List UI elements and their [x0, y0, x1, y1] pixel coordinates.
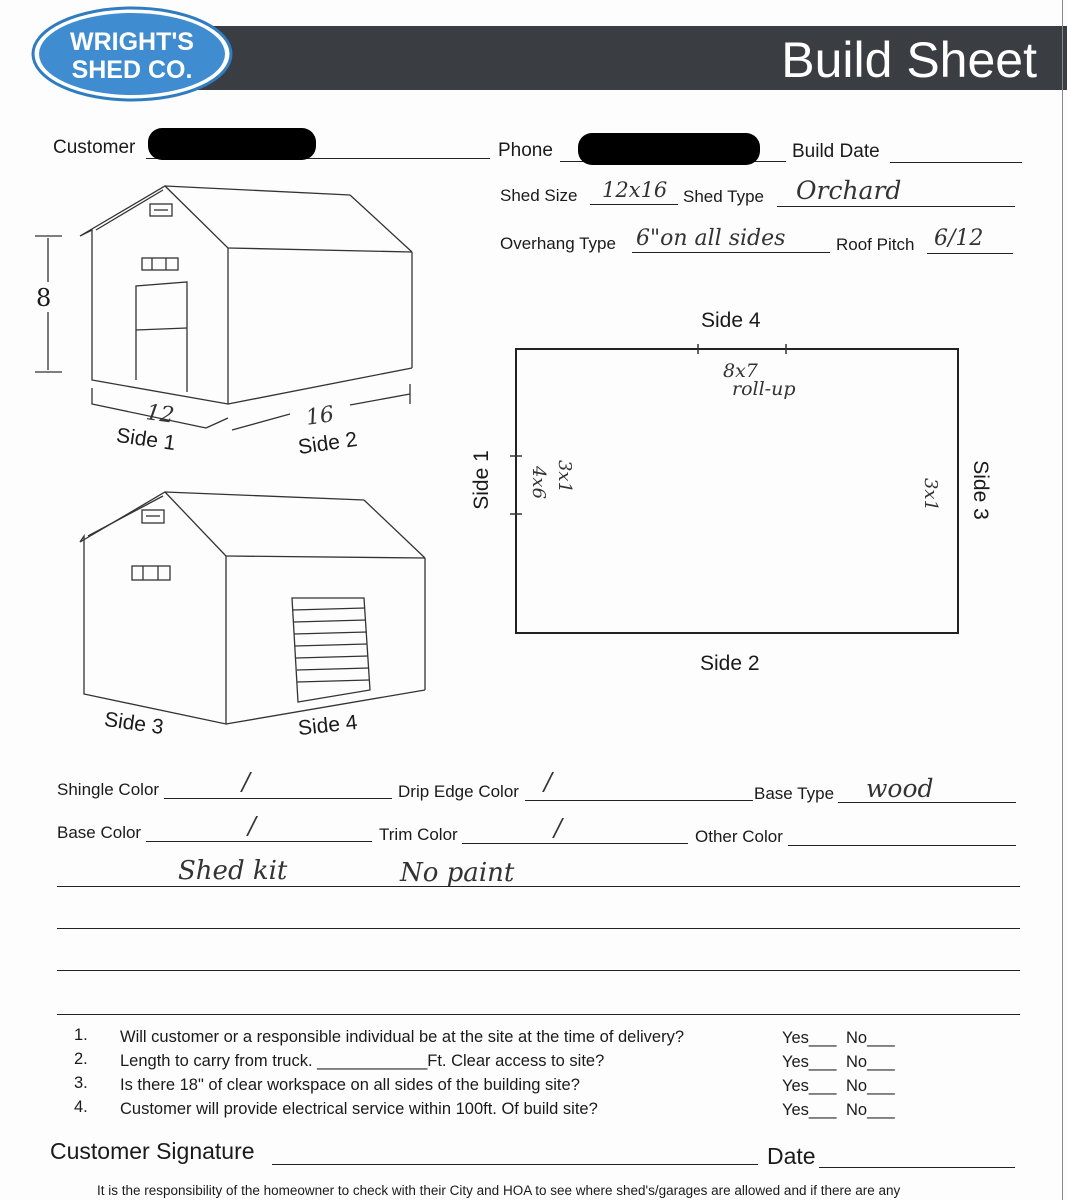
- drip-edge-color-label: Drip Edge Color: [398, 782, 519, 801]
- base-color-field[interactable]: [146, 841, 372, 842]
- shingle-color-field[interactable]: [164, 798, 392, 799]
- drip-edge-color-value: /: [544, 768, 553, 796]
- phone-label: Phone: [498, 140, 553, 161]
- shed-size-label: Shed Size: [500, 186, 578, 205]
- side3-vent-note: 3x1: [920, 477, 942, 512]
- question-text: Customer will provide electrical service within 100ft. Of build site?: [120, 1100, 598, 1118]
- shed-size-value: 12x16: [602, 178, 668, 202]
- yes-option[interactable]: Yes___: [782, 1053, 837, 1071]
- page-title: Build Sheet: [781, 32, 1037, 88]
- build-date-label: Build Date: [792, 141, 880, 162]
- side4-door-size: 8x7: [723, 360, 758, 382]
- floor-plan-side3-label: Side 3: [968, 460, 992, 520]
- trim-color-field[interactable]: [462, 843, 688, 844]
- notes-line-3[interactable]: [57, 970, 1020, 971]
- question-number: 2.: [74, 1050, 88, 1068]
- top-drawing-side2-label: Side 2: [296, 427, 359, 460]
- side1-vent-note: 3x1: [554, 459, 576, 494]
- logo-line2: SHED CO.: [71, 56, 193, 84]
- no-option[interactable]: No___: [846, 1101, 895, 1119]
- no-option[interactable]: No___: [846, 1077, 895, 1095]
- dimension-side2: 16: [304, 402, 336, 431]
- base-color-value: /: [248, 812, 257, 840]
- top-drawing-side1-label: Side 1: [114, 423, 177, 456]
- height-dimension: 8: [36, 284, 52, 312]
- floor-plan-side1-label: Side 1: [469, 450, 493, 510]
- page-edge: [1062, 0, 1063, 1200]
- shed-type-label: Shed Type: [683, 187, 764, 206]
- shed-type-value: Orchard: [796, 176, 902, 205]
- notes-line-2[interactable]: [57, 928, 1020, 929]
- question-text: Is there 18" of clear workspace on all sides of the building site?: [120, 1076, 580, 1094]
- notes-line-1[interactable]: [57, 886, 1020, 887]
- overhang-value: 6"on all sides: [636, 226, 786, 251]
- trim-color-value: /: [554, 814, 563, 842]
- roof-pitch-value: 6/12: [934, 226, 984, 251]
- yes-option[interactable]: Yes___: [782, 1077, 837, 1095]
- floor-plan-side4-label: Side 4: [701, 309, 761, 332]
- shingle-color-value: /: [242, 768, 251, 796]
- other-color-label: Other Color: [695, 827, 783, 846]
- no-option[interactable]: No___: [846, 1053, 895, 1071]
- base-type-value: wood: [866, 774, 934, 803]
- note-shed-kit: Shed kit: [178, 856, 288, 886]
- bottom-drawing-side4-label: Side 4: [296, 710, 359, 741]
- yes-option[interactable]: Yes___: [782, 1101, 837, 1119]
- question-text: Will customer or a responsible individual be at the site at the time of delivery?: [120, 1028, 685, 1046]
- side1-window-note: 4x6: [528, 465, 550, 500]
- shingle-color-label: Shingle Color: [57, 780, 160, 799]
- overhang-label: Overhang Type: [500, 234, 616, 253]
- side4-door-type: roll-up: [732, 378, 796, 400]
- signature-date-field[interactable]: [819, 1167, 1015, 1168]
- customer-signature-label: Customer Signature: [50, 1138, 255, 1164]
- no-option[interactable]: No___: [846, 1029, 895, 1047]
- signature-date-label: Date: [767, 1143, 816, 1169]
- question-number: 4.: [74, 1098, 88, 1116]
- yes-option[interactable]: Yes___: [782, 1029, 837, 1047]
- question-number: 1.: [74, 1026, 88, 1044]
- dimension-side1: 12: [144, 400, 176, 429]
- notes-line-4[interactable]: [57, 1014, 1020, 1015]
- question-number: 3.: [74, 1074, 88, 1092]
- question-text: Length to carry from truck. ____________Ft. Clear access to site?: [120, 1052, 605, 1070]
- bottom-drawing-side3-label: Side 3: [102, 707, 165, 740]
- floor-plan-side2-label: Side 2: [700, 652, 760, 675]
- customer-signature-field[interactable]: [272, 1164, 758, 1165]
- customer-label: Customer: [53, 137, 136, 158]
- drip-edge-color-field[interactable]: [525, 800, 753, 801]
- footer-disclaimer: It is the responsibility of the homeowner to check with their City and HOA to see where shed's/garages are allowed and if there are any: [97, 1183, 901, 1198]
- other-color-field[interactable]: [788, 845, 1016, 846]
- base-color-label: Base Color: [57, 823, 142, 842]
- roof-pitch-label: Roof Pitch: [836, 235, 915, 254]
- logo-line1: WRIGHT'S: [70, 28, 194, 56]
- trim-color-label: Trim Color: [379, 825, 458, 844]
- base-type-label: Base Type: [754, 784, 835, 803]
- note-no-paint: No paint: [400, 858, 515, 888]
